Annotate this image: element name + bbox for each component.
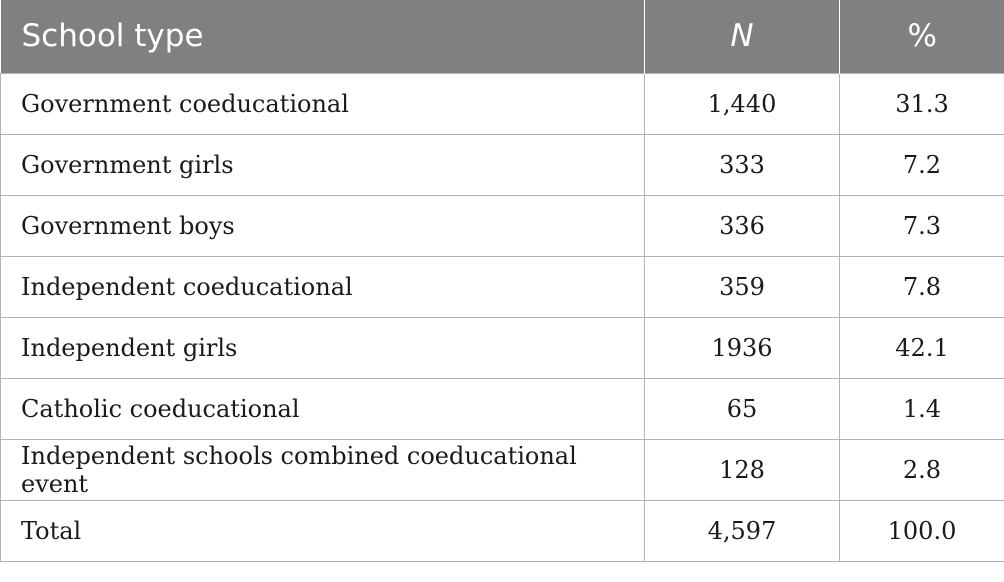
cell-n: 1,440 — [645, 73, 840, 134]
cell-n: 359 — [645, 256, 840, 317]
table-row — [1, 317, 1004, 378]
header-school-type: School type — [1, 0, 645, 73]
table-row — [1, 195, 1004, 256]
cell-school-type: Government girls — [1, 134, 645, 195]
cell-school-type: Independent coeducational — [1, 256, 645, 317]
cell-school-type: Catholic coeducational — [1, 378, 645, 439]
header-percent: % — [907, 18, 937, 55]
header-n: N — [645, 0, 840, 73]
cell-percent: 2.8 — [840, 439, 1004, 500]
total-row — [1, 500, 1004, 561]
table-row — [1, 73, 1004, 134]
cell-percent: 7.8 — [840, 256, 1004, 317]
cell-percent: 7.2 — [840, 134, 1004, 195]
cell-n: 333 — [645, 134, 840, 195]
cell-percent: 7.3 — [840, 195, 1004, 256]
cell-school-type: Independent schools combined coeducational event — [1, 439, 645, 500]
cell-n: 65 — [645, 378, 840, 439]
cell-n: 336 — [645, 195, 840, 256]
cell-n: 1936 — [645, 317, 840, 378]
table-row — [1, 134, 1004, 195]
cell-school-type: Government coeducational — [1, 73, 645, 134]
cell-percent: 1.4 — [840, 378, 1004, 439]
table-body — [1, 73, 1004, 561]
header-row — [1, 0, 1004, 73]
cell-school-type: Independent girls — [1, 317, 645, 378]
cell-n: 128 — [645, 439, 840, 500]
cell-percent: 42.1 — [840, 317, 1004, 378]
cell-percent: 100.0 — [840, 500, 1004, 561]
cell-school-type: Total — [1, 500, 645, 561]
cell-school-type: Government boys — [1, 195, 645, 256]
table-row — [1, 378, 1004, 439]
table-header — [1, 0, 1004, 73]
cell-percent: 31.3 — [840, 73, 1004, 134]
table-row — [1, 439, 1004, 500]
cell-n: 4,597 — [645, 500, 840, 561]
table-row — [1, 256, 1004, 317]
